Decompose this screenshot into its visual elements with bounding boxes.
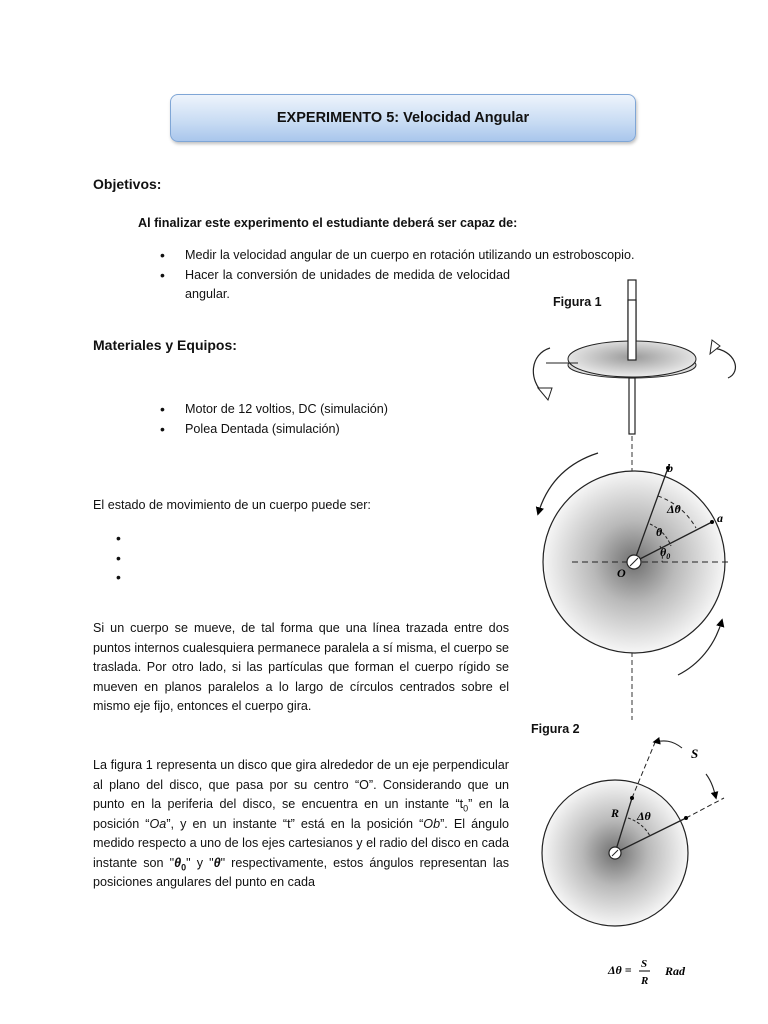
list-item bbox=[116, 568, 316, 588]
label-origin: O bbox=[617, 566, 626, 580]
figure1-label: Figura 1 bbox=[553, 295, 602, 309]
figure2-label: Figura 2 bbox=[531, 722, 580, 736]
label-s: S bbox=[691, 746, 699, 761]
title-banner bbox=[170, 94, 636, 142]
materials-list bbox=[160, 400, 490, 439]
materials-heading: Materiales y Equipos: bbox=[93, 337, 237, 353]
motion-intro: El estado de movimiento de un cuerpo puede ser: bbox=[93, 498, 371, 512]
formula-unit: Rad bbox=[665, 964, 686, 978]
list-item: • Motor de 12 voltios, DC (simulación) bbox=[160, 400, 490, 420]
list-item bbox=[116, 529, 316, 549]
label-delta-theta: Δθ bbox=[637, 809, 651, 823]
label-theta0: $\theta_0$ bbox=[660, 545, 671, 561]
page-title: EXPERIMENTO 5: Velocidad Angular bbox=[276, 110, 530, 126]
formula-denominator: R bbox=[641, 975, 649, 987]
figure2-diagram bbox=[542, 740, 724, 926]
figure1-3d-disc bbox=[533, 280, 735, 434]
formula bbox=[607, 958, 686, 987]
paragraph-translation-rotation: Si un cuerpo se mueve, de tal forma que una línea trazada entre dos puntos internos cualesquiera permanece paralela a sí misma, el cuerpo se traslada. Por otro lado, si las partículas que forman el cuerpo rígido se mueven en planos paralelos a lo largo de círculos centrados sobre el mismo eje fijo, entonces el cuerpo gira. bbox=[93, 621, 509, 713]
list-item: • Medir la velocidad angular de un cuerpo en rotación utilizando un estroboscopio. bbox=[160, 246, 510, 266]
objectives-intro: Al finalizar este experimento el estudiante deberá ser capaz de: bbox=[138, 216, 518, 230]
objectives-heading: Objetivos: bbox=[93, 176, 162, 192]
formula-lhs: Δθ = bbox=[608, 963, 632, 977]
figures-illustration bbox=[500, 270, 760, 990]
motion-list bbox=[116, 529, 316, 588]
list-item: • Polea Dentada (simulación) bbox=[160, 420, 490, 440]
figure1-top-view bbox=[538, 453, 730, 675]
label-delta-theta: Δθ bbox=[667, 502, 681, 516]
label-theta: θ bbox=[656, 525, 663, 539]
list-item: • Hacer la conversión de unidades de medida de velocidad angular. bbox=[160, 266, 510, 305]
paragraph-figure-description: La figura 1 representa un disco que gira alrededor de un eje perpendicular al plano del disco, que pasa por su centro “O”. Considerando que un punto en la periferia del disco, se encuentra en un instante “$t_0$” en la posición “Oa”, y en un instante “t” está en la posición “Ob”. El ángulo medido respecto a uno de los ejes cartesianos y el radio del disco en cada instante son "$\theta_0$" y "θ" respectivamente, estos ángulos representan las posiciones angulares del punto en cada bbox=[93, 758, 509, 889]
label-r: R bbox=[611, 806, 620, 820]
label-b: b bbox=[667, 461, 673, 475]
list-item bbox=[116, 549, 316, 569]
label-a: a bbox=[717, 511, 723, 525]
formula-numerator: S bbox=[641, 958, 648, 970]
